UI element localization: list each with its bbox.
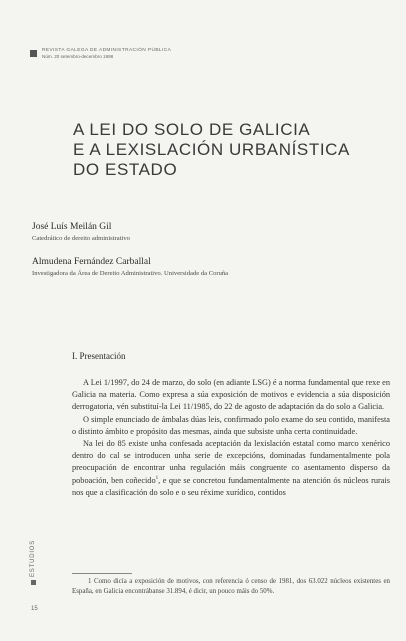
paragraph [72,438,390,499]
section-heading: I. Presentación [72,351,126,361]
author-name: José Luís Meilán Gil [32,222,112,232]
journal-name: REVISTA GALEGA DE ADMINISTRACIÓN PÚBLICA [42,48,172,53]
paragraph-text: , e que se concretou fundamentalmente na atención ós núcleos rurais nos que a clasificación do solo e o seu réxime xurídico, contidos [72,475,390,497]
footnote-reference[interactable]: 1 [155,475,159,481]
journal-logo-mark [30,50,37,57]
body-text [72,377,390,499]
journal-issue: Núm. 20 setembro-decembro 1998 [42,54,114,59]
footnote-text: 1 Como dicía a exposición de motivos, con referencia ó censo de 1981, dos 63.022 núcleos existentes en España, en Galicia encontrábanse 31.894, é dicir, un pouco máis do 50%. [72,578,390,595]
footnote [72,577,390,597]
author-block-2 [32,257,228,277]
paragraph-text: Na lei do 85 existe unha confesada aceptación da lexislación estatal como marco xenérico dentro do cal se introducen unha serie de excepcións, dominadas fundamentalmente pola preocupación de encontrar unha regulación máis congruente co asentamento disperso da poboación, ben coñecido [72,439,390,485]
square-marker-icon [31,580,36,585]
title-line-1: A LEI DO SOLO DE GALICIA [73,120,311,139]
section-side-label [30,540,36,585]
author-affiliation: Catedrático de dereito administrativo [32,235,130,242]
article-title [73,120,393,180]
title-line-3: DO ESTADO [73,160,178,179]
author-block-1 [32,222,130,242]
journal-header [30,48,171,59]
footnote-divider [72,573,132,574]
side-label-text: ESTUDIOS [30,539,36,577]
author-affiliation: Investigadora da Área de Dereito Administrativo. Universidade da Coruña [32,270,229,277]
page-number: 15 [31,606,38,612]
author-name: Almudena Fernández Carballal [32,257,151,267]
paragraph: A Lei 1/1997, do 24 de marzo, do solo (en adiante LSG) é a norma fundamental que rexe en Galicia na materia. Como expresa a súa exposición de motivos e evidencia a súa disposición derrogatoria, vén substituí-la Lei 11/1985, do 22 de agosto de adaptación da do solo a Galicia. [72,378,390,412]
title-line-2: E A LEXISLACIÓN URBANÍSTICA [73,140,350,159]
paragraph: O simple enunciado de ámbalas dúas leis, confirmado polo exame do seu contido, manifesta o distinto ámbito e propósito das mesmas, ainda que subsiste unha certa continuidade. [72,414,390,436]
